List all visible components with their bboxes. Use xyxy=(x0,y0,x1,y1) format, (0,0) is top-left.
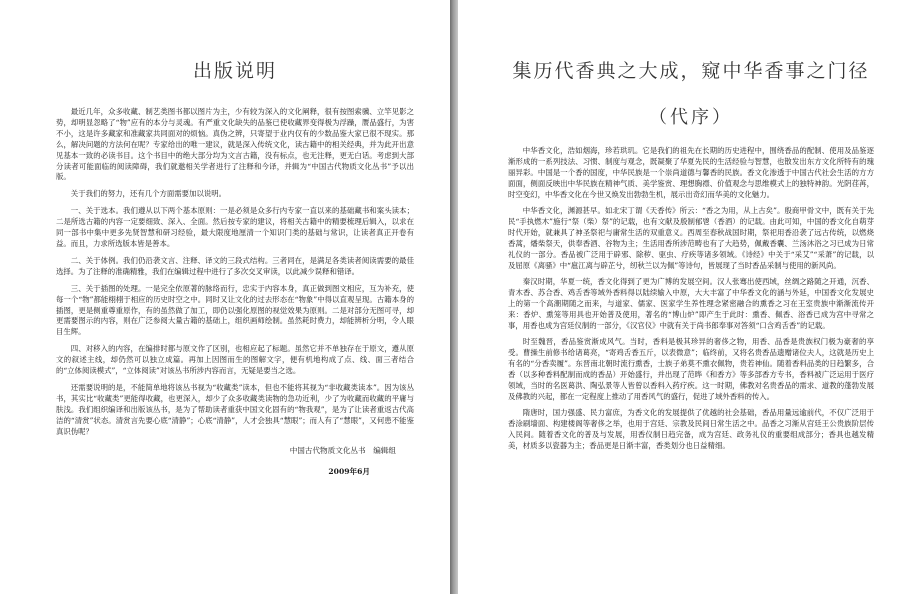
editorial-signoff: 中国古代物质文化丛书 编辑组 xyxy=(289,446,396,456)
publication-notes-title: 出版说明 xyxy=(192,60,277,82)
left-paragraph: 二、关于体例。我们仍沿袭文言、注释、译文的三段式结构。三者同在，是满足各类读者阅读需要的最佳选择。为了注释的准确精雅，我们在编辑过程中进行了多次交叉审读，以此减少误释和错译。 xyxy=(56,255,414,276)
left-paragraph: 关于我们的努力，还有几个方面需要加以说明。 xyxy=(70,189,227,199)
left-paragraph: 最近几年，众多收藏、制艺类图书都以图片为主，少有较为深入的文化阐释，很有按图索骥、立竿见影之势，却明显忽略了“物”应有的本分与灵魂。有严重文化缺失的品鉴已使收藏界变得极为浮躁，赝品盛行，为害不小，这是许多藏家和准藏家共同面对的烦恼。真伪之辨，只寄望于业内仅有的少数品鉴大家已很不现实。那么，解决问题的方法何在呢？专家给出的唯一建议，就是深入传统文化，读古籍中的相关经典，并为此开出意见基本一致的必读书目。这个书目中的绝大部分均为文言古籍，没有标点，也无注释，更无白话。考虑到大部分读者可能面临的阅读障碍，我们就邀相关学者进行了注释和今译，并辑为“中国古代物质文化丛书”予以出版。 xyxy=(56,107,414,182)
right-page-body xyxy=(508,145,874,451)
left-paragraph: 三、关于插图的处理。一是完全依原著的脉络而行，忠实于内容本身，真正做到图文相应，互为补充，使每一个“物”都能栩栩于相应的历史时空之中。同时又让文化的过去形态在“物象”中得以直观呈现。古籍本身的插图，更是侧重尊重原作，有的虽然做了加工，即仍以强化原图的视觉效果为原则。二是对部分无图可寻，却更需要图示的内容，则在广泛参阅大量古籍的基础上，组织画师绘制。虽然耗时费力，却能辨析分明，令人眼目生辉。 xyxy=(56,283,414,337)
preface-subtitle: （代序） xyxy=(649,107,733,128)
right-page xyxy=(458,0,900,594)
right-paragraph: 时至魏晋，香品鉴赏渐成风气。当时，香料是极其珍异的奢侈之物，用香、品香是贵族权门极为豪奢的享受。曹操生前修书给诸葛亮，“寄鸡舌香五斤，以表微意”；临终前，又将名贵香品遗赠诸位夫人，这就是历史上有名的“分香卖履”。东晋南北朝时流行熏香，士族子弟莫不熏衣佩物，贵若神仙。随着香料品类的日趋繁多，合香（以多种香料配制而成的香品）开始盛行，并出现了范晔《和香方》等多部香方专书，香料被广泛运用于医疗领域，当时的名医葛洪、陶弘景等人皆曾以香料入药疗疾。这一时期，佛教对名贵香品的需求、道教的蓬勃发展及佛教的兴起，都在一定程度上推动了用香风气的盛行，促进了域外香料的传入。 xyxy=(508,337,874,401)
right-paragraph: 隋唐时，国力强盛、民力富庶，为香文化的发展提供了优越的社会基础，香品用量远逾前代，不仅广泛用于香涂刷墙面、构建楼阁等奢侈之举，也用于宫廷、宗教及民间日常生活之中。品香之习渐从宫廷王公贵族阶层传入民间。随着香文化的普及与发展，用香仪制日趋完备，成为宫廷、政务礼仪的重要组成部分；香具也越发精美，材质多以瓷器为主；香品更是日渐丰富，香类划分也日益精细。 xyxy=(508,408,874,450)
left-paragraph: 一、关于选本。我们遵从以下两个基本原则：一是必须是众多行内专家一直以来的基础藏书和案头读本；二是所选古籍的内容一定要细致、深入、全面。然后按专家的建议，将相关古籍中的精要梳理后辑入，以求在同一部书中集中更多先贤智慧和研习经验，最大限度地厘清一个知识门类的基础与常识，让读者真正开卷有益。而且，力求所选版本皆是善本。 xyxy=(56,206,414,248)
book-gutter xyxy=(450,0,458,594)
left-paragraph: 四、对移入的内容，在编排时都与原文作了区别，也相应起了标题。虽然它并不单独存在于原文，遵从原文的叙述主线，却仍然可以独立成篇。再加上因图而生的图解文字，便有机地构成了点、线、面三者结合的“立体阅读模式”，“立体阅读”对该丛书所涉内容而言，无疑是要当之选。 xyxy=(56,344,414,376)
left-paragraph: 还需要说明的是，不能简单地将该丛书视为“收藏类”读本，但也不能将其视为“非收藏类读本”。因为该丛书，其实比“收藏类”更能得收藏，也更深入，却少了众多收藏类读物的急功近利，少了为收藏而收藏的平庸与肤浅。我们组织编译和出版该丛书，是为了帮助读者重获中国文化固有的“物我观”，是为了让读者重返古代高洁的“清赏”状态。清赏言先要心底“清静”；心底“清静”，人才会独具“慧眼”；而人有了“慧眼”，又何患不能鉴真识伪呢？ xyxy=(56,382,414,436)
publication-date: 2009年6月 xyxy=(328,467,370,477)
preface-title: 集历代香典之大成，窥中华香事之门径 xyxy=(512,60,870,82)
right-paragraph: 中华香文化，渊源甚早。如北宋丁谓《天香传》所云：“香之为用，从上古矣”。殷商甲骨文中，既有关于先民“手执燃木”施行“祭（柴）祭”的记载，也有文献及殷制郁鬯（香酒）的记载。由此可知，中国的香文化自萌芽时代开始，就兼具了神圣祭祀与庸常生活的双重意义。西周至春秋战国时期，祭祀用香沿袭了远古传统，以燃烧香蒿，燔柴祭天，供奉香酒、谷物为主；生活用香所涉范畴也有了大趋势，佩戴香囊、兰汤沐浴之习已成为日常礼仪的一部分。香品被广泛用于辟邪、除秽、驱虫、疗疾等诸多领域。《诗经》中关于“采艾”“采萧”的记载，以及屈原《离骚》中“扈江离与辟芷兮，纫秋兰以为佩”等诗句，皆展现了当时香品采制与使用的新风尚。 xyxy=(508,206,874,270)
right-paragraph: 秦汉时期，华夏一统，香文化得到了更为广博的发展空间。汉人张骞出使西域，丝绸之路随之开通，沉香、青木香、苏合香、鸡舌香等域外香料得以陆续输入中原，大大丰富了中华香文化的涵与外延，中国香文化发展史上的第一个高潮期随之而来，与道家、儒家、医家学生养性理念紧密融合的熏香之习在王室贵族中渐渐流传开来：香炉、熏笼等用具也开始普及使用，著名的“博山炉”即产生于此时：熏香、佩香、浴香已成为宫中寻常之事，用香也成为宫廷仪制的一部分，《汉官仪》中就有关于尚书郎奉事对答须“口含鸡舌香”的记载。 xyxy=(508,277,874,330)
right-paragraph: 中华香文化，浩如烟海，珍若珙玑。它是我们的祖先在长期的历史进程中，围绕香品的配制、使用及品鉴逐渐形成的一系列技法、习惯、制度与观念，既凝聚了华夏先民的生活经验与智慧，也散发出东方文化所特有的瑰丽异彩。中国是一个香的国度，中华民族是一个崇尚道德与馨香的民族。香文化渗透于中国古代社会生活的方方面面，侧面反映出中华民族在精神气质、美学鉴赏、理想胸襟、价值观念与思维模式上的独特神韵。光阴荏苒，时空变幻，中华香文化在今世又焕发出勃勃生机，展示出奇幻而华美的文化魅力。 xyxy=(508,146,874,199)
left-page-body xyxy=(56,107,414,437)
